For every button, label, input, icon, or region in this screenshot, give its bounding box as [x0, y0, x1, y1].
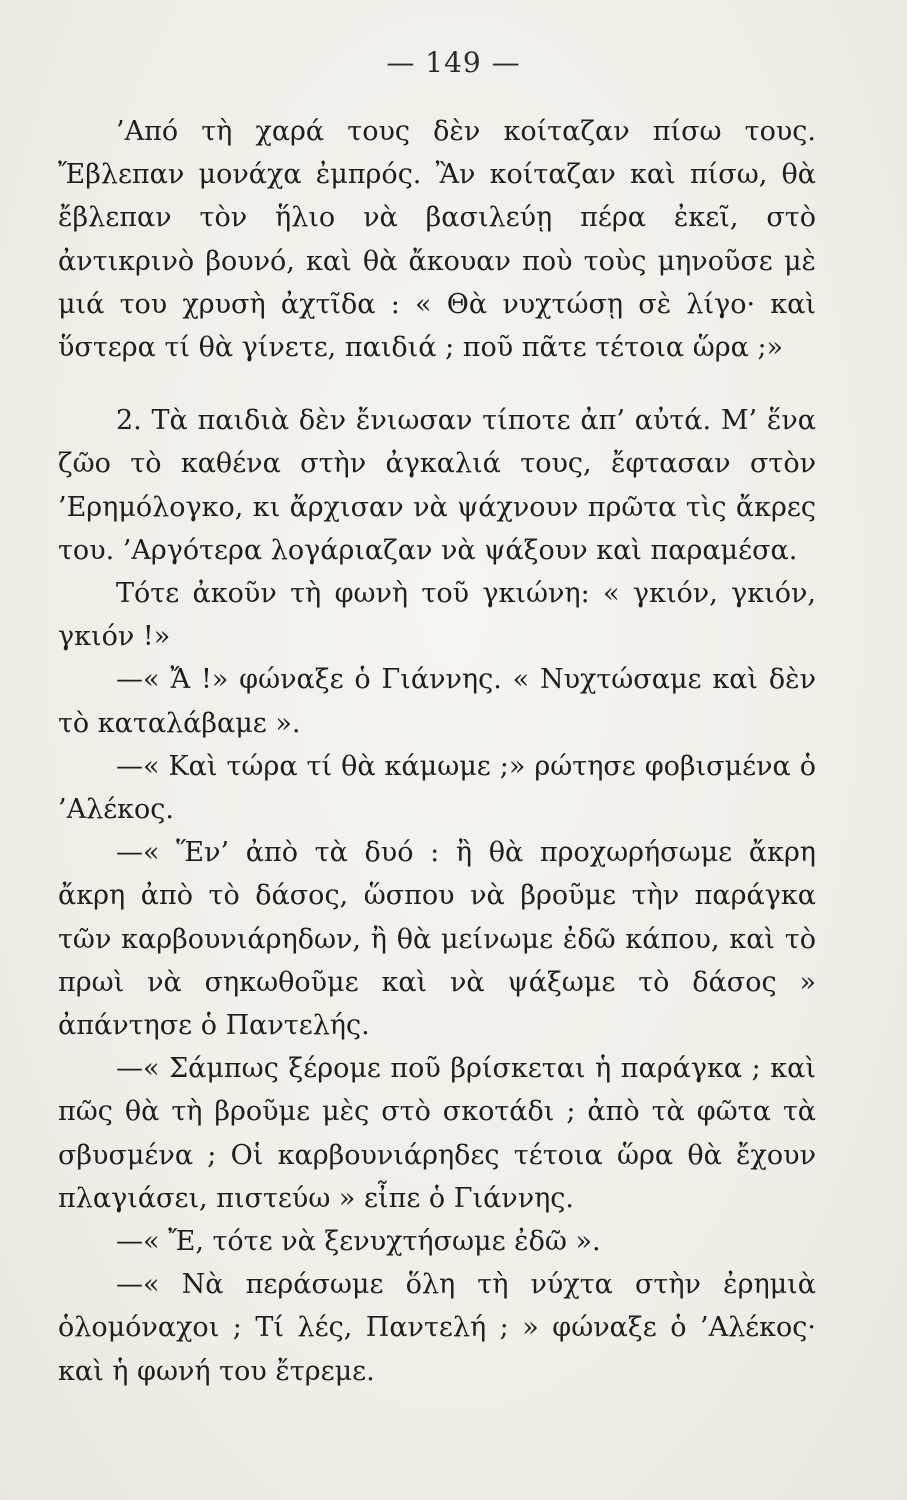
page-number: — 149 —: [386, 46, 521, 79]
paragraph: —« Ἔ, τότε νὰ ξενυχτήσωμε ἐδῶ ».: [116, 1226, 601, 1258]
paragraph: Τότε ἀκοῦν τὴ φωνὴ τοῦ γκιώνη: « γκιόν, γκιόν, γκιόν !»: [58, 578, 816, 653]
paragraph: —« Ἄ !» φώναξε ὁ Γιάννης. « Νυχτώσαμε καὶ δὲν τὸ καταλάβαμε ».: [58, 664, 816, 739]
paragraph: ’Από τὴ χαρά τους δὲν κοίταζαν πίσω τους. Ἔβλεπαν μονάχα ἐμπρός. Ἂν κοίταζαν καὶ πίσω, θὰ ἔβλεπαν τὸν ἥλιο νὰ βασιλεύῃ πέρα ἐκεῖ, στὸ ἀντικρινὸ βουνό, καὶ θὰ ἄκουαν ποὺ τοὺς μηνοῦσε μὲ μιά του χρυσὴ ἀχτῖδα : « Θὰ νυχτώσῃ σὲ λίγο· καὶ ὕστερα τί θὰ γίνετε, παιδιά ; ποῦ πᾶτε τέτοια ὥρα ;»: [58, 116, 816, 364]
paragraph: 2. Τὰ παιδιὰ δὲν ἔνιωσαν τίποτε ἀπ’ αὐτά. Μ’ ἕνα ζῶο τὸ καθένα στὴν ἀγκαλιά τους, ἔφτασαν στὸν ’Ερημόλογκο, κι ἄρχισαν νὰ ψάχνουν πρῶτα τὶς ἄκρες του. ’Αργότερα λογάριαζαν νὰ ψάξουν καὶ παραμέσα.: [58, 405, 816, 566]
paragraph: —« Καὶ τώρα τί θὰ κάμωμε ;» ρώτησε φοβισμένα ὁ ’Αλέκος.: [58, 750, 816, 826]
body-text: [58, 110, 816, 1393]
paragraph: —« Σάμπως ξέρομε ποῦ βρίσκεται ἡ παράγκα ; καὶ πῶς θὰ τὴ βροῦμε μὲς στὸ σκοτάδι ; ἀπὸ τὰ φῶτα τὰ σβυσμένα ; Οἱ καρβουνιάρηδες τέτοια ὥρα θὰ ἔχουν πλαγιάσει, πιστεύω » εἶπε ὁ Γιάννης.: [58, 1053, 816, 1214]
paragraph: —« Νὰ περάσωμε ὅλη τὴ νύχτα στὴν ἐρημιὰ ὁλομόναχοι ; Τί λές, Παντελή ; » φώναξε ὁ ’Αλέκος· καὶ ἡ φωνή του ἔτρεμε.: [58, 1269, 816, 1387]
paragraph: —« Ἕν’ ἀπὸ τὰ δυό : ἢ θὰ προχωρήσωμε ἄκρη ἄκρη ἀπὸ τὸ δάσος, ὥσπου νὰ βροῦμε τὴν παράγκα τῶν καρβουνιάρηδων, ἢ θὰ μείνωμε ἐδῶ κάπου, καὶ τὸ πρωὶ νὰ σηκωθοῦμε καὶ νὰ ψάξωμε τὸ δάσος » ἀπάντησε ὁ Παντελής.: [58, 837, 816, 1042]
